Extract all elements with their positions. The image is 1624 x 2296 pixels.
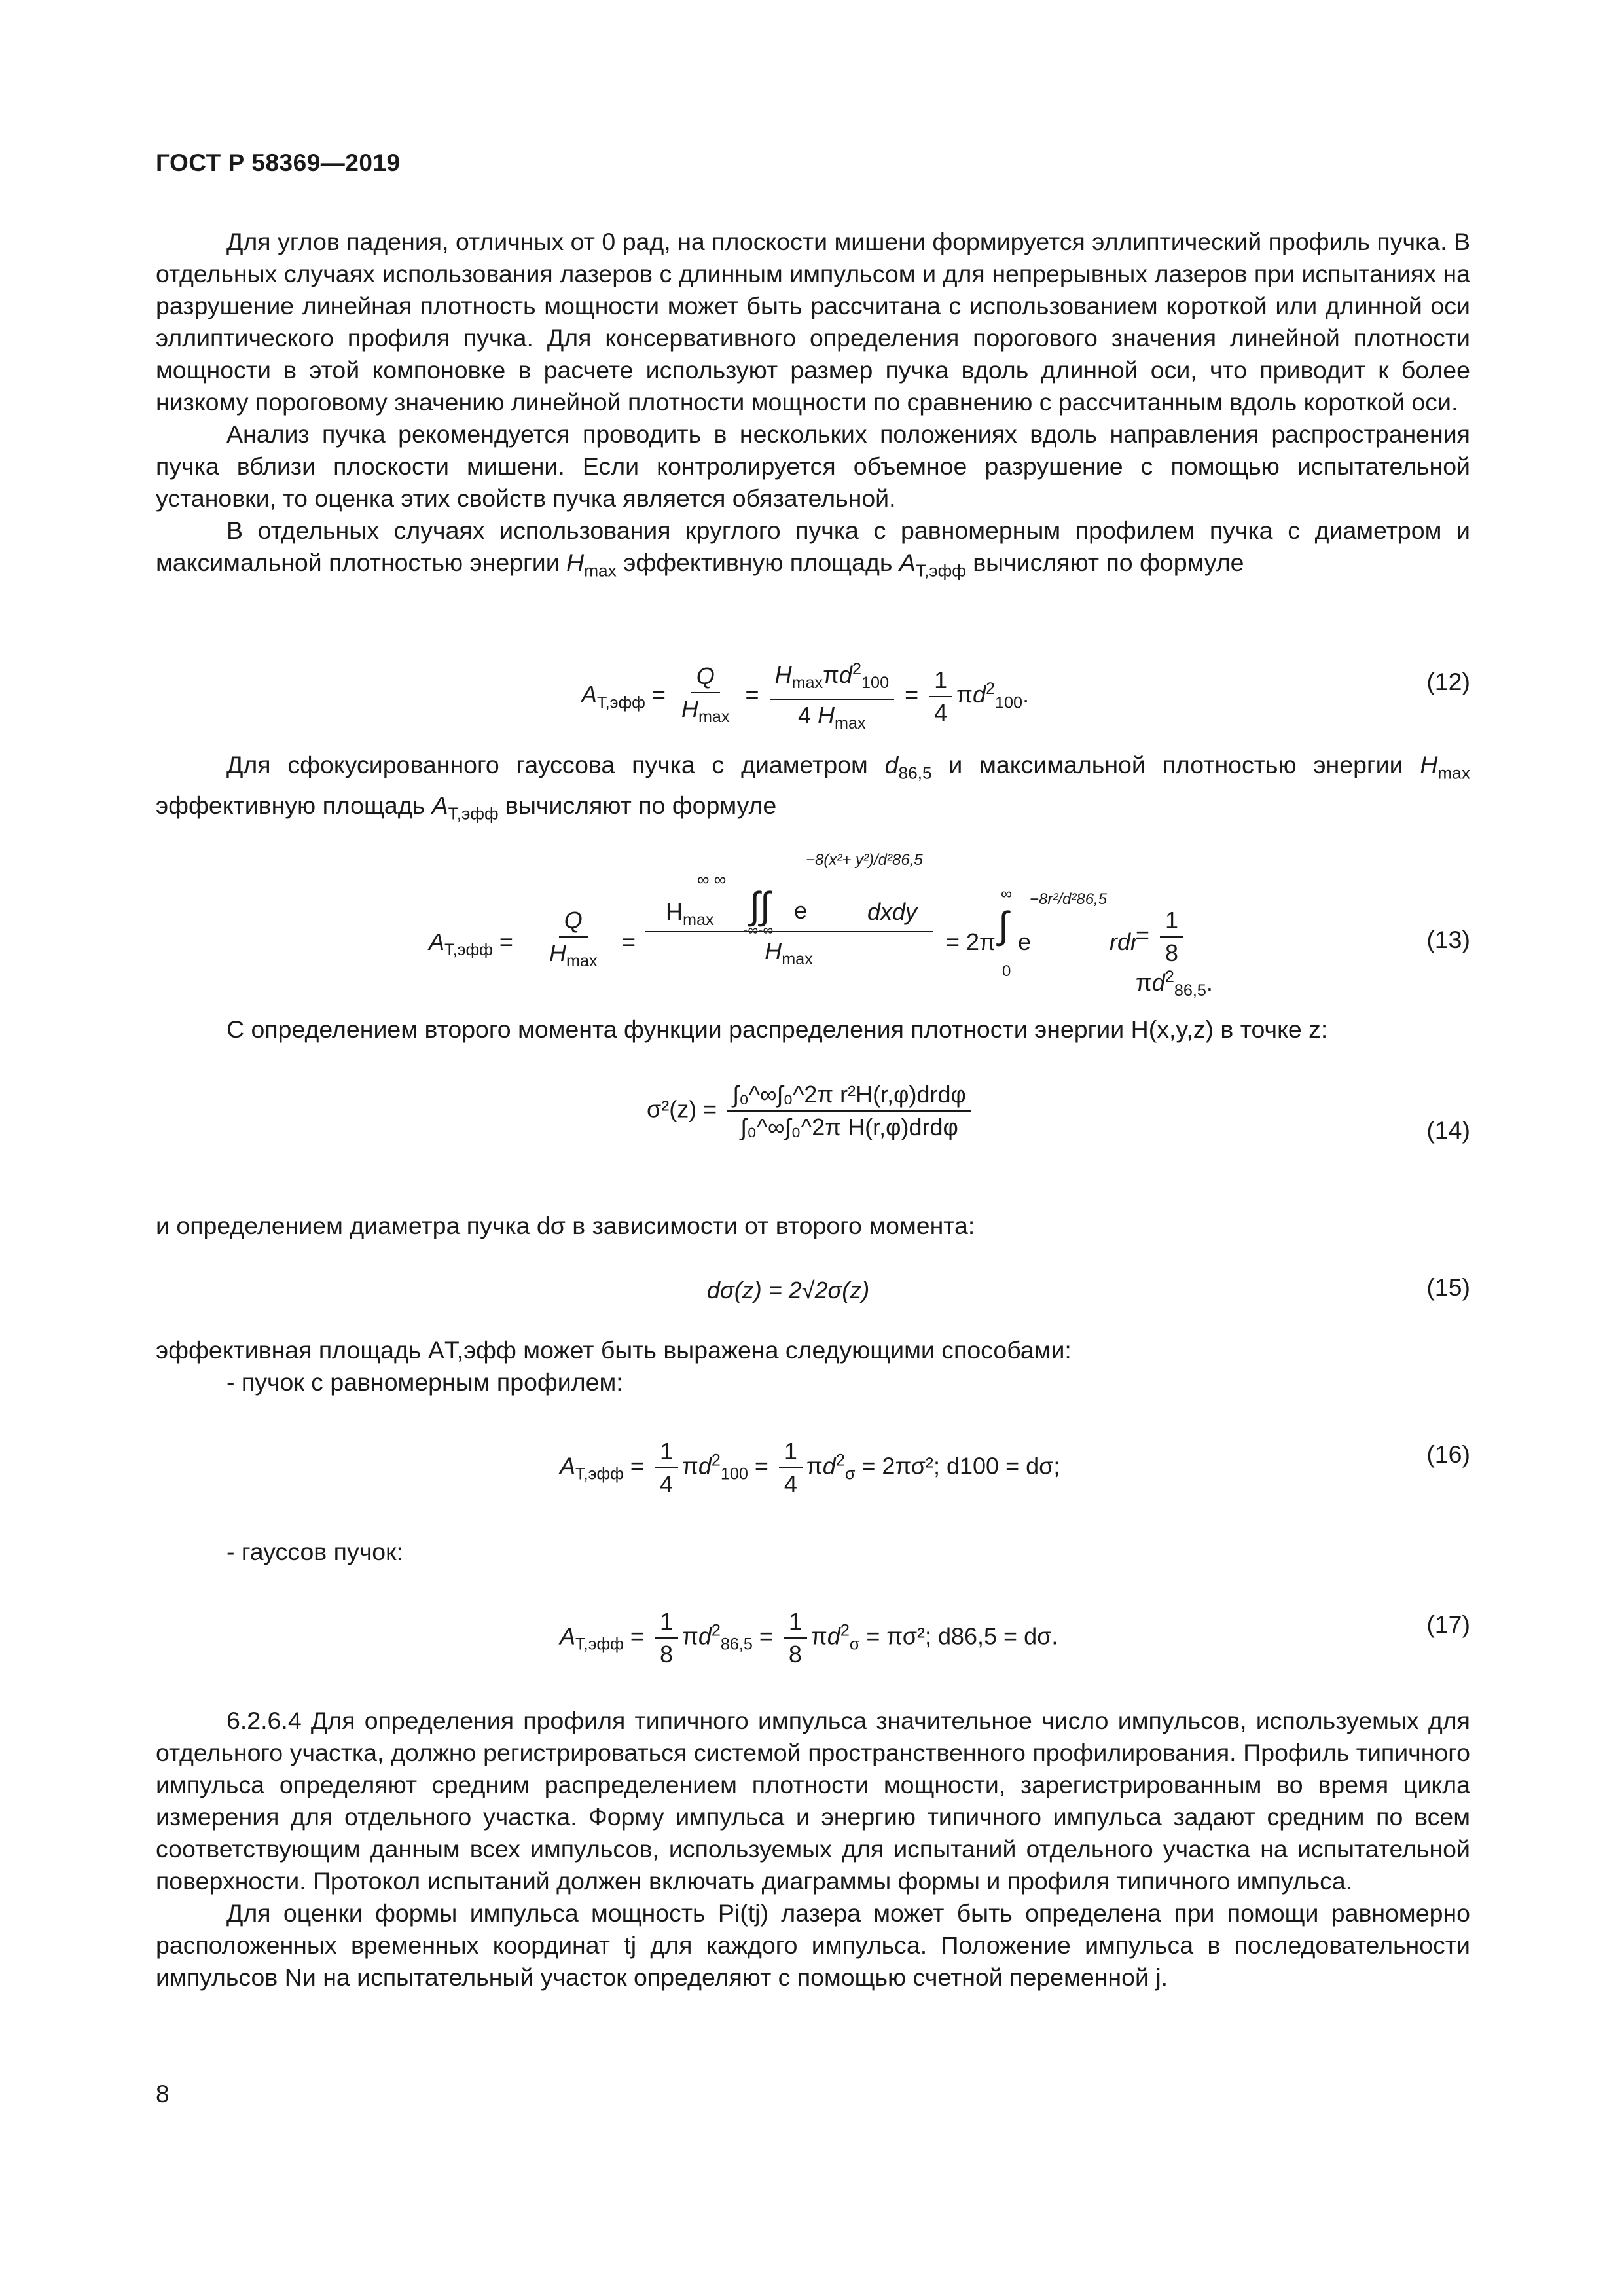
equation-14: σ²(z) = $\frac{\text{∫₀\textasciicircum{}∞∫₀\textasciicircum{}2π r²H(r,φ)drdφ}}{\text{∫₀\textasciicircum{}∞∫₀\textasciicircum{}2π H(r,φ)drdφ}}$	[647, 1080, 975, 1142]
equation-number-12: (12)	[1426, 668, 1470, 695]
list-item: - пучок с равномерным профилем:	[226, 1368, 623, 1396]
paragraph: Анализ пучка рекомендуется проводить в нескольких положениях вдоль направления распространения пучка вблизи плоскости мишени. Если контролируется объемное разрушение с помощью испытательной установки, то оценка этих свойств пучка является обязательной.	[156, 420, 1470, 512]
paragraph: С определением второго момента функции распределения плотности энергии H(x,y,z) в точке z:	[226, 1015, 1328, 1043]
document-code-header: ГОСТ Р 58369—2019	[156, 149, 401, 176]
equation-number-15: (15)	[1426, 1273, 1470, 1301]
equation-number-14: (14)	[1426, 1116, 1470, 1144]
equation-number-17: (17)	[1426, 1611, 1470, 1638]
paragraph: 6.2.6.4 Для определения профиля типичного импульса значительное число импульсов, используемых для отдельного участка, должно регистрироваться системой пространственного профилирования. Профиль типичного импульса определяют средним распределением плотности мощности, зарегистрированным во время цикла измерения для отдельного участка. Форму импульса и энергию типичного импульса задают средним по всем соответствующим данным всех импульсов, используемых для испытаний отдельного участка на испытательной поверхности. Протокол испытаний должен включать диаграммы формы и профиля типичного импульса.	[156, 1707, 1470, 1895]
paragraph: Для сфокусированного гауссова пучка с диаметром $d_{86,5}$ и максимальной плотностью энергии $H_{max}$ эффективную площадь $A_{Т,эфф}$ вычисляют по формуле	[156, 751, 1470, 823]
text-block-diameter	[156, 1210, 1470, 1242]
equation-number-16: (16)	[1426, 1440, 1470, 1468]
text-block-second-moment	[156, 1013, 1470, 1046]
text-block-gauss	[156, 749, 1470, 829]
text-block-area	[156, 1334, 1470, 1398]
equation-13: $A_{Т,эфф}$ = $\frac{Q}{H_{max}}$ = ∞ ∞ $H_{max}$ ∫∫ e −8(x²+ y²)/d²86,5 dxdy -∞-∞ $H_{max}$ = 2π ∫ ∞ 0 e −8r²/d²86,5 rdr = $\frac{1}{8}$ $\pi d^2_{86,5}$.	[429, 838, 1214, 995]
text-block-top	[156, 226, 1470, 587]
equation-number-13: (13)	[1426, 926, 1470, 953]
equation-17: $A_{Т,эфф}$ = $\frac{1}{8}$ $\pi d^2_{86,5}$ = $\frac{1}{8}$ $\pi d^2_\sigma = \pi\sigma^2$; d86,5 = dσ.	[560, 1608, 1058, 1667]
page-number: 8	[156, 2081, 170, 2107]
equation-16: $A_{Т,эфф}$ = $\frac{1}{4}$ $\pi d^2_{100}$ = $\frac{1}{4}$ $\pi d^2_\sigma = 2\pi\sigma^2$; d100 = dσ;	[560, 1438, 1060, 1497]
paragraph: эффективная площадь AТ,эфф может быть выражена следующими способами:	[156, 1336, 1072, 1364]
paragraph: Для углов падения, отличных от 0 рад, на плоскости мишени формируется эллиптический профиль пучка. В отдельных случаях использования лазеров с длинным импульсом и для непрерывных лазеров при испытаниях на разрушение линейная плотность мощности может быть рассчитана с использованием короткой или длинной оси эллиптического профиля пучка. Для консервативного определения порогового значения линейной плотности мощности в этой компоновке в расчете используют размер пучка вдоль длинной оси, что приводит к более низкому пороговому значению линейной плотности мощности по сравнению с рассчитанным вдоль короткой оси.	[156, 228, 1470, 416]
equation-12: $A_{Т,эфф}$ = $\frac{Q}{H_{max}}$ = $\frac{H_{max}\pi d^2_{100}}{4 H_{max}}$ = $\frac{1}{4}$ $\pi d^2_{100}$.	[581, 655, 1029, 738]
list-item: - гауссов пучок:	[226, 1538, 403, 1565]
equation-15: dσ(z) = 2√2σ(z)	[707, 1277, 870, 1303]
paragraph: и определением диаметра пучка dσ в зависимости от второго момента:	[156, 1212, 975, 1239]
text-block-gauss-list	[156, 1536, 1470, 1568]
paragraph: Для оценки формы импульса мощность Pi(tj) лазера может быть определена при помощи равномерно расположенных временных координат tj для каждого импульса. Положение импульса в последовательности импульсов Nи на испытательный участок определяют с помощью счетной переменной j.	[156, 1899, 1470, 1991]
text-block-bottom	[156, 1705, 1470, 1994]
paragraph: В отдельных случаях использования круглого пучка с равномерным профилем пучка с диаметром и максимальной плотностью энергии $H_{max}$ эффективную площадь $A_{Т,эфф}$ вычисляют по формуле	[156, 517, 1470, 581]
